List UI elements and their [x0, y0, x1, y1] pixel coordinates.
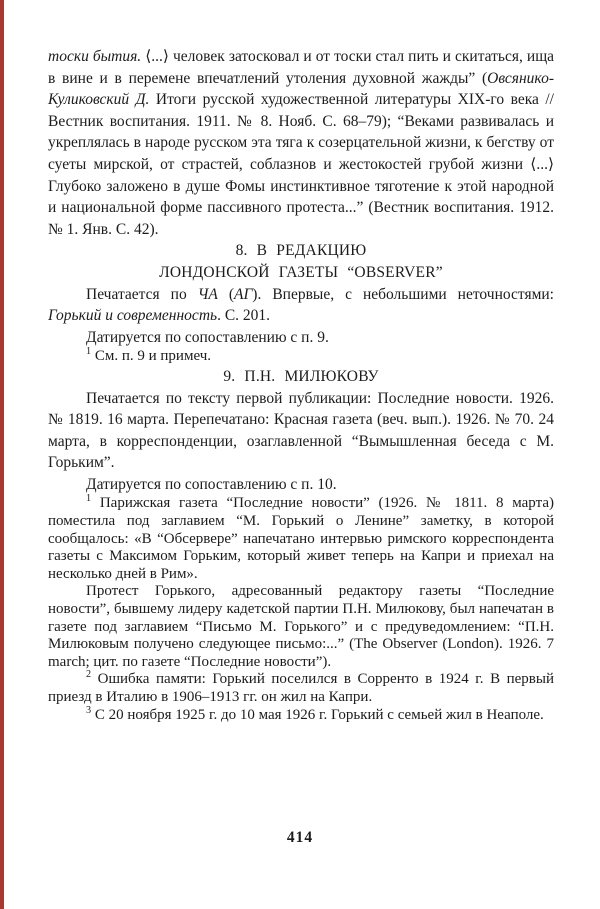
- section-8-title-line-2: ЛОНДОНСКОЙ ГАЗЕТЫ “OBSERVER”: [159, 263, 443, 281]
- section-9-footnote-1: $^1$ Парижская газета “Последние новости” (1926. № 1811. 8 марта) поместила под заглавием “М. Горький о Ленине” заметку, в которой сообщалось: «В “Обсервере” напечатано интервью римского корреспондента газеты с Максимом Горьким, который живет теперь на Капри и приехал на несколько дней в Рим».: [48, 493, 554, 582]
- section-8-footnote-1: $^1$ См. п. 9 и примеч.: [86, 346, 212, 365]
- continuation-paragraph: тоски бытия. ⟨...⟩ человек затосковал и от тоски стал пить и скитаться, ища в вине и в перемене впечатлений утоления духовной жажды” (Овсянико-Куликовский Д. Итоги русской художественной литературы XIX-го века // Вестник воспитания. 1911. № 8. Нояб. С. 68–79); “Веками развивалась и укреплялась в народе русском эта тяга к созерцательной жизни, к бегству от суеты мирской, от страстей, соблазнов и жестокостей грубой жизни ⟨...⟩ Глубоко заложено в душе Фомы инстинктивное тяготение к этой народной и национальной форме пассивного протеста...” (Вестник воспитания. 1912. № 1. Янв. С. 42).: [48, 48, 555, 238]
- section-9-footnote-2: $^2$ Ошибка памяти: Горький поселился в Сорренто в 1924 г. В первый приезд в Италию в 1906–1913 гг. он жил на Капри.: [48, 669, 554, 705]
- section-9-dating-note: Датируется по сопоставлению с п. 10.: [86, 475, 337, 493]
- section-9-footnote-1-continued: Протест Горького, адресованный редактору газеты “Последние новости”, бывшему лидеру кадетской партии П.Н. Милюкову, был напечатан в газете под заглавием “Письмо М. Горького” и с предуведомлением: “П.Н. Милюковым получено следующее письмо:...” (The Observer (London). 1926. 7 march; цит. по газете “Последние новости”).: [48, 583, 554, 670]
- section-9-source-note: Печатается по тексту первой публикации: Последние новости. 1926. № 1819. 16 марта. Перепечатано: Красная газета (веч. вып.). 1926. № 70. 24 марта, в корреспонденции, озаглавленной “Вымышленная беседа с М. Горьким”.: [48, 389, 554, 472]
- page-number: 414: [286, 829, 314, 846]
- page-edge-strip: [0, 0, 4, 909]
- section-8-dating-note: Датируется по сопоставлению с п. 9.: [86, 328, 329, 346]
- section-9-footnote-3: $^3$ С 20 ноября 1925 г. до 10 мая 1926 г. Горький с семьей жил в Неаполе.: [86, 704, 544, 723]
- section-8-title-line-1: 8. В РЕДАКЦИЮ: [235, 242, 367, 260]
- section-9-title: 9. П.Н. МИЛЮКОВУ: [223, 367, 379, 385]
- section-8-source-note: Печатается по ЧА (АГ). Впервые, с небольшими неточностями: Горький и современность. С. 201.: [48, 285, 554, 325]
- page-text-column: [48, 46, 554, 724]
